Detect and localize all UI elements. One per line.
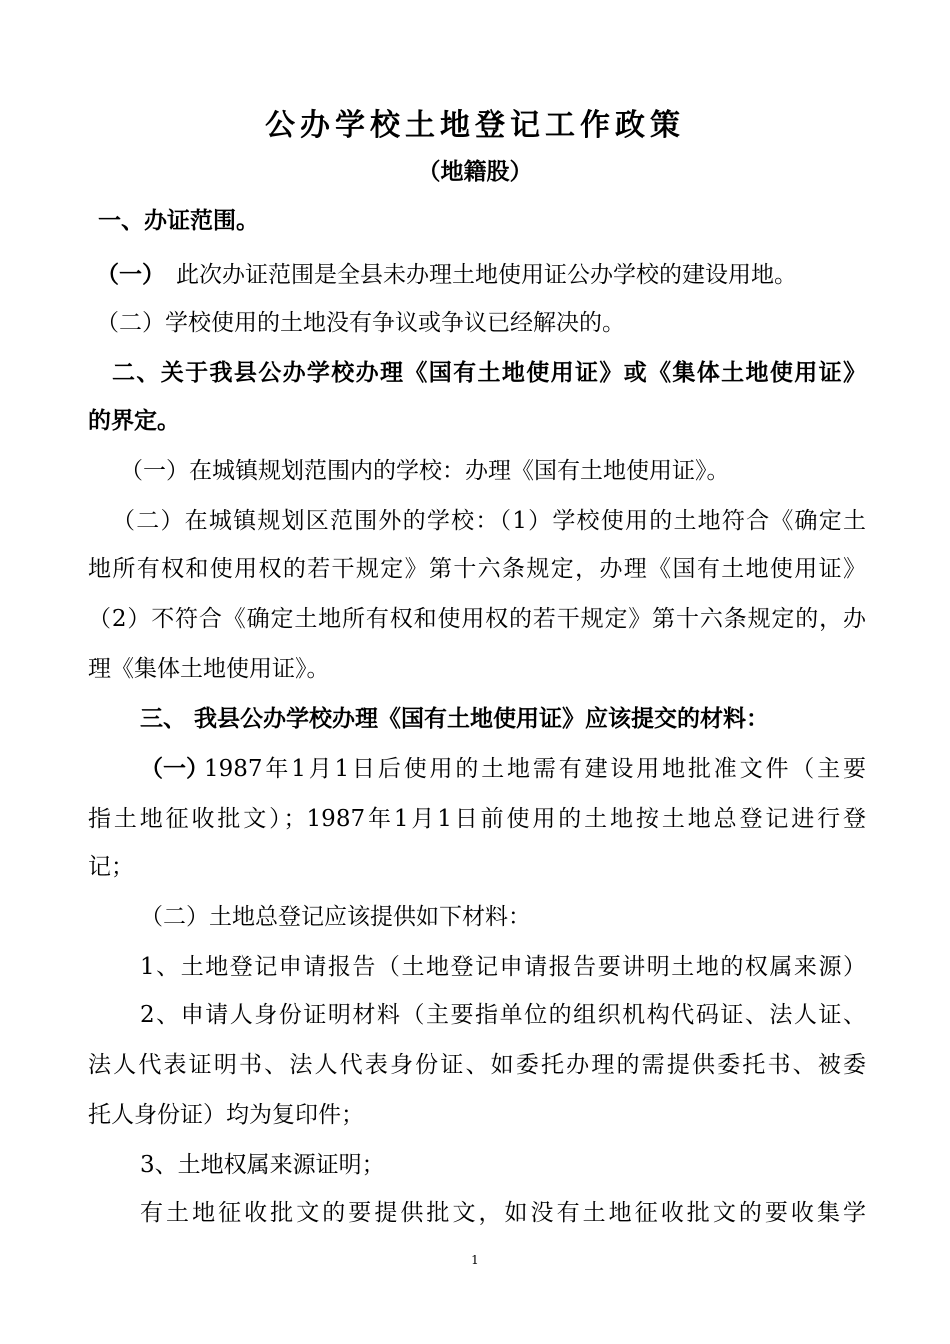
section-heading-3: 三、 我县公办学校办理《国有土地使用证》应该提交的材料： [140,705,770,732]
section-heading-2: 二、关于我县公办学校办理《国有土地使用证》或《集体土地使用证》 [112,359,866,386]
list-item: 2、申请人身份证明材料（主要指单位的组织机构代码证、法人证、 [140,1002,866,1028]
paragraph-line: （二）学校使用的土地没有争议或争议已经解决的。 [96,310,625,336]
section-heading-1: 一、办证范围。 [98,207,259,234]
item-label: （一） [140,755,209,782]
paragraph-line: （一）在城镇规划范围内的学校：办理《国有土地使用证》。 [120,458,730,484]
paragraph-line: 地所有权和使用权的若干规定》第十六条规定，办理《国有土地使用证》 [88,556,866,582]
paragraph-line: 有土地征收批文的要提供批文，如没有土地征收批文的要收集学 [140,1200,866,1226]
paragraph-line: 记； [88,854,134,880]
paragraph-line: 1987年1月1日后使用的土地需有建设用地批准文件（主要 [204,756,866,782]
paragraph-line: 托人身份证）均为复印件； [88,1102,364,1128]
page-number: 1 [471,1253,479,1267]
paragraph-line: 此次办证范围是全县未办理土地使用证公办学校的建设用地。 [176,262,797,288]
item-label: （一） [96,261,165,288]
list-item: 3、土地权属来源证明； [140,1152,385,1178]
document-title: 公办学校土地登记工作政策 [265,108,685,143]
paragraph-line: （二）土地总登记应该提供如下材料： [140,904,531,930]
paragraph-line: （2）不符合《确定土地所有权和使用权的若干规定》第十六条规定的，办 [88,606,866,632]
paragraph-line: （二）在城镇规划区范围外的学校：（1）学校使用的土地符合《确定土 [112,508,866,534]
paragraph-line: 法人代表证明书、法人代表身份证、如委托办理的需提供委托书、被委 [88,1052,866,1078]
list-item: 1、土地登记申请报告（土地登记申请报告要讲明土地的权属来源） [140,954,866,980]
paragraph-line: 指土地征收批文）；1987年1月1日前使用的土地按土地总登记进行登 [88,806,866,832]
section-heading-2-cont: 的界定。 [88,407,180,434]
paragraph-line: 理《集体土地使用证》。 [88,656,330,682]
document-subtitle: （地籍股） [417,158,533,185]
